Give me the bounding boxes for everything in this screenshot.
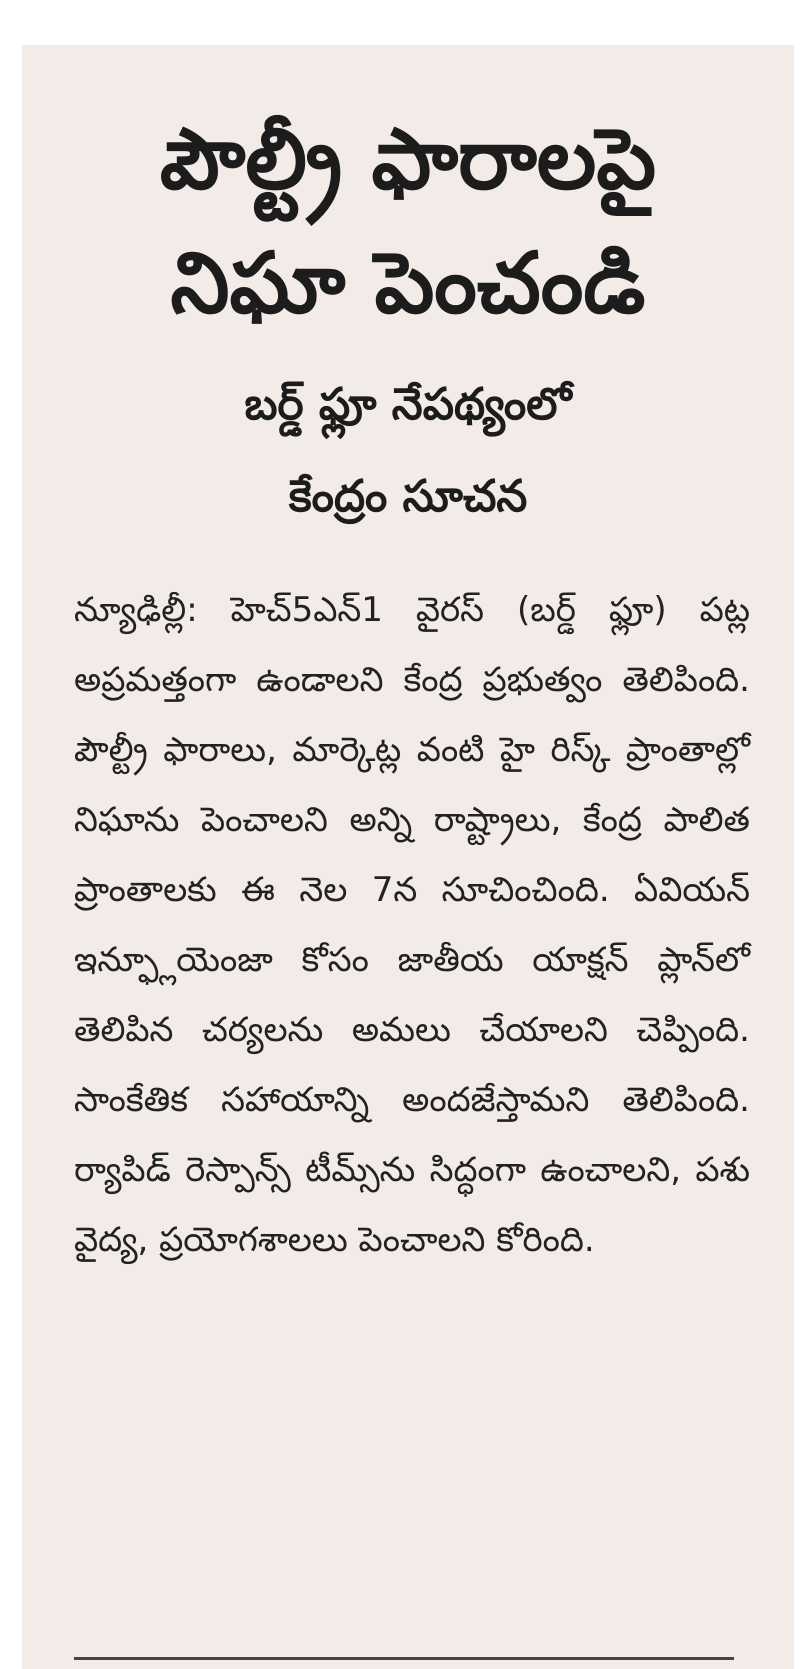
- article-body: న్యూఢిల్లీ: హెచ్5ఎన్1 వైరస్ (బర్డ్ ఫ్లూ) పట్ల అప్రమత్తంగా ఉండాలని కేంద్ర ప్రభుత్వం తెలిపింది. పౌల్ట్రీ ఫారాలు, మార్కెట్ల వంటి హై రిస్క్ ప్రాంతాల్లో నిఘాను పెంచాలని అన్ని రాష్ట్రాలు, కేంద్ర పాలిత ప్రాంతాలకు ఈ నెల 7న సూచించింది. ఏవియన్ ఇన్ఫ్లూయెంజా కోసం జాతీయ యాక్షన్ ప్లాన్‌లో తెలిపిన చర్యలను అమలు చేయాలని చెప్పింది. సాంకేతిక సహాయాన్ని అందజేస్తామని తెలిపింది. ర్యాపిడ్ రెస్పాన్స్ టీమ్స్‌ను సిద్ధంగా ఉంచాలని, పశు వైద్య, ప్రయోగశాలలు పెంచాలని కోరింది.: [74, 590, 750, 1260]
- subheadline-line-2: కేంద్రం సూచన: [288, 471, 528, 522]
- bottom-divider: [74, 1657, 734, 1660]
- headline-line-2: నిఘా పెంచండి: [170, 234, 646, 332]
- subheadline-line-1: బర్డ్ ఫ్లూ నేపథ్యంలో: [244, 379, 572, 430]
- headline-line-1: పౌల్ట్రీ ఫారాలపై: [159, 110, 657, 208]
- news-clipping: [22, 45, 794, 1669]
